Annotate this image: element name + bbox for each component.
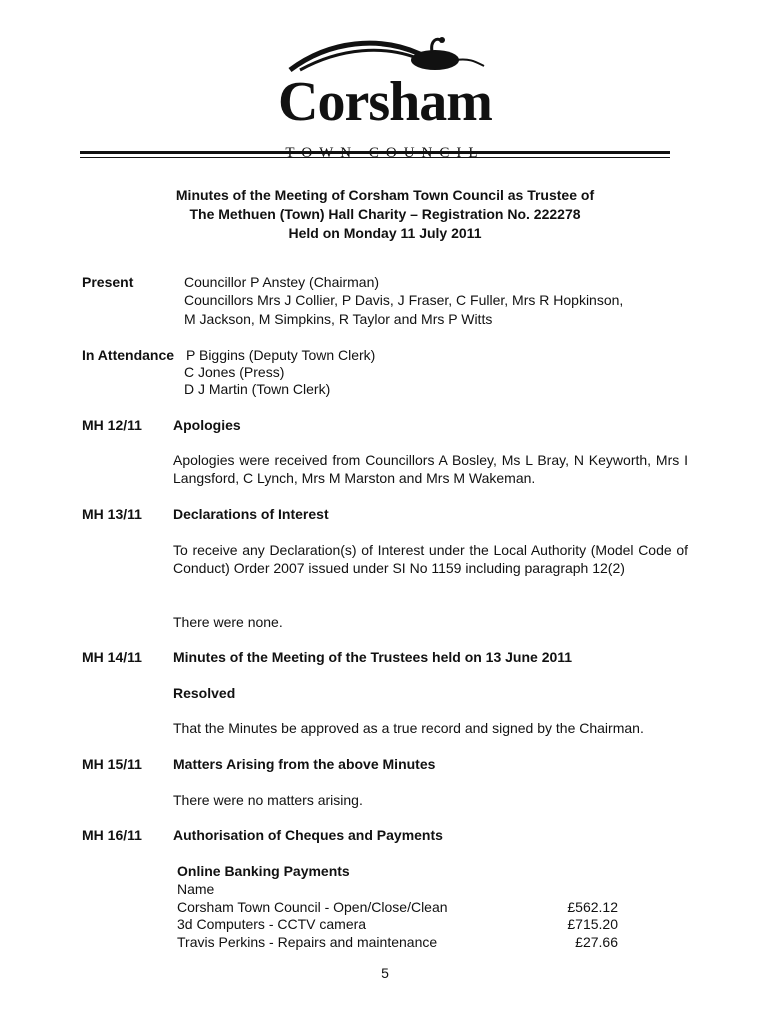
payment-name: Travis Perkins - Repairs and maintenance (177, 934, 438, 950)
present-line: Councillor P Anstey (Chairman) (184, 274, 380, 290)
item-heading: Apologies (173, 417, 241, 433)
item-paragraph: Apologies were received from Councillors A Bosley, Ms L Bray, N Keyworth, Mrs I Langsford, C Lynch, Mrs M Marston and Mrs M Wakeman. (173, 452, 688, 486)
item-ref: MH 13/11 (82, 506, 142, 522)
peacock-emblem-icon (270, 32, 500, 72)
present-line: M Jackson, M Simpkins, R Taylor and Mrs P Witts (184, 311, 493, 327)
item-heading: Authorisation of Cheques and Payments (173, 827, 443, 843)
payment-amount: £715.20 (567, 916, 618, 932)
item-ref: MH 12/11 (82, 417, 142, 433)
item-paragraph: That the Minutes be approved as a true record and signed by the Chairman. (173, 720, 644, 736)
present-line: Councillors Mrs J Collier, P Davis, J Fraser, C Fuller, Mrs R Hopkinson, (184, 292, 624, 308)
payment-amount: £562.12 (567, 899, 618, 915)
item-heading: Matters Arising from the above Minutes (173, 756, 436, 772)
item-heading: Declarations of Interest (173, 506, 329, 522)
payment-amount: £27.66 (575, 934, 618, 950)
attendance-line: C Jones (Press) (184, 364, 285, 380)
title-line-2: The Methuen (Town) Hall Charity – Registration No. 222278 (189, 206, 581, 222)
item-ref: MH 14/11 (82, 649, 142, 665)
item-heading: Minutes of the Meeting of the Trustees held on 13 June 2011 (173, 649, 573, 665)
logo-wordmark: Corsham (278, 71, 492, 133)
payment-name: 3d Computers - CCTV camera (177, 916, 367, 932)
item-paragraph: To receive any Declaration(s) of Interest under the Local Authority (Model Code of Conduct) Order 2007 issued under SI No 1159 including paragraph 12(2) (173, 542, 688, 576)
council-logo (270, 32, 500, 142)
header-divider-thick (80, 151, 670, 154)
item-paragraph: There were none. (173, 614, 283, 630)
payments-column-header: Name (177, 881, 215, 897)
attendance-label: In Attendance (82, 347, 175, 363)
item-subheading: Resolved (173, 685, 236, 701)
item-paragraph: There were no matters arising. (173, 792, 363, 808)
payments-title: Online Banking Payments (177, 863, 350, 879)
payment-name: Corsham Town Council - Open/Close/Clean (177, 899, 448, 915)
title-line-3: Held on Monday 11 July 2011 (288, 225, 482, 241)
item-ref: MH 15/11 (82, 756, 142, 772)
page-number: 5 (381, 965, 389, 981)
title-line-1: Minutes of the Meeting of Corsham Town Council as Trustee of (175, 187, 595, 203)
present-label: Present (82, 274, 134, 290)
item-ref: MH 16/11 (82, 827, 142, 843)
attendance-line: P Biggins (Deputy Town Clerk) (186, 347, 376, 363)
header-divider-thin (80, 157, 670, 158)
attendance-line: D J Martin (Town Clerk) (184, 381, 331, 397)
